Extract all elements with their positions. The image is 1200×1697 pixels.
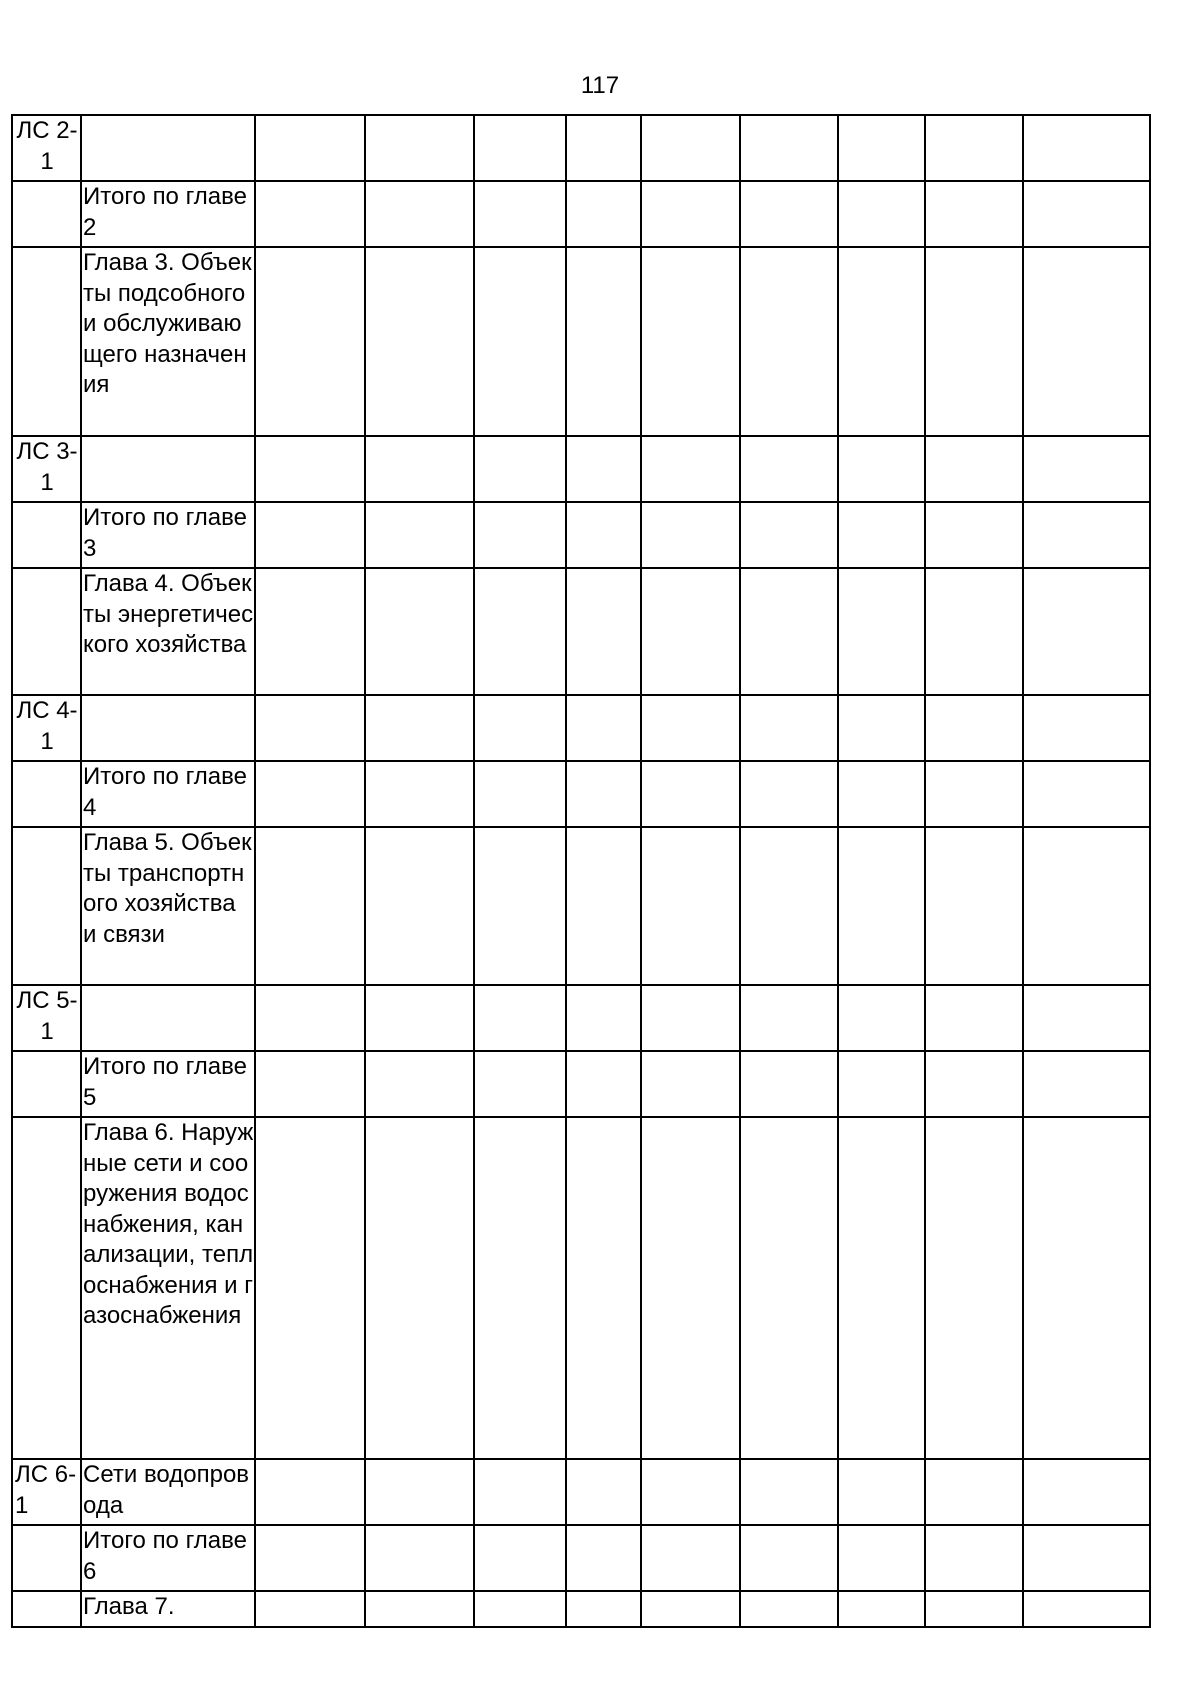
empty-cell <box>255 1525 365 1591</box>
empty-cell <box>474 985 566 1051</box>
empty-cell <box>255 1117 365 1459</box>
estimate-code-cell <box>12 568 81 695</box>
table-row <box>12 1117 1150 1459</box>
empty-cell <box>925 985 1023 1051</box>
empty-cell <box>838 568 925 695</box>
table-row <box>12 1051 1150 1117</box>
empty-cell <box>566 985 641 1051</box>
empty-cell <box>740 1459 838 1525</box>
empty-cell <box>838 1117 925 1459</box>
section-name-cell <box>81 1117 255 1459</box>
empty-cell <box>740 1591 838 1627</box>
empty-cell <box>838 181 925 247</box>
empty-cell <box>474 1591 566 1627</box>
section-name: Итого по главе 2 <box>83 183 247 241</box>
section-name-cell <box>81 1591 255 1627</box>
empty-cell <box>641 1459 740 1525</box>
section-name: Глава 3. Объекты подсобного и обслуживающего назначения <box>83 249 252 398</box>
empty-cell <box>740 1051 838 1117</box>
empty-cell <box>740 761 838 827</box>
estimate-code-cell <box>12 761 81 827</box>
table-row <box>12 827 1150 985</box>
empty-cell <box>566 1525 641 1591</box>
section-name-cell <box>81 1051 255 1117</box>
empty-cell <box>1023 1591 1150 1627</box>
table-row <box>12 1525 1150 1591</box>
empty-cell <box>925 181 1023 247</box>
section-name-cell <box>81 827 255 985</box>
empty-cell <box>740 115 838 181</box>
empty-cell <box>255 761 365 827</box>
empty-cell <box>838 502 925 568</box>
empty-cell <box>255 695 365 761</box>
empty-cell <box>566 1051 641 1117</box>
empty-cell <box>365 436 474 502</box>
empty-cell <box>740 695 838 761</box>
empty-cell <box>641 247 740 436</box>
estimate-code-cell <box>12 1525 81 1591</box>
empty-cell <box>365 695 474 761</box>
empty-cell <box>255 1051 365 1117</box>
empty-cell <box>641 568 740 695</box>
empty-cell <box>255 436 365 502</box>
empty-cell <box>255 985 365 1051</box>
empty-cell <box>1023 695 1150 761</box>
empty-cell <box>925 247 1023 436</box>
empty-cell <box>641 1051 740 1117</box>
section-name-cell <box>81 502 255 568</box>
table-row <box>12 761 1150 827</box>
section-name: Глава 4. Объекты энергетического хозяйства <box>83 570 254 658</box>
section-name-cell <box>81 761 255 827</box>
section-name-cell <box>81 115 255 181</box>
empty-cell <box>365 827 474 985</box>
table-row <box>12 1459 1150 1525</box>
empty-cell <box>1023 502 1150 568</box>
empty-cell <box>740 502 838 568</box>
empty-cell <box>365 1117 474 1459</box>
empty-cell <box>838 247 925 436</box>
empty-cell <box>474 436 566 502</box>
empty-cell <box>255 502 365 568</box>
section-name: Итого по главе 4 <box>83 763 247 821</box>
table-row <box>12 115 1150 181</box>
empty-cell <box>1023 247 1150 436</box>
empty-cell <box>566 761 641 827</box>
empty-cell <box>925 827 1023 985</box>
estimate-code-cell <box>12 502 81 568</box>
section-name-cell <box>81 436 255 502</box>
empty-cell <box>566 181 641 247</box>
empty-cell <box>566 1459 641 1525</box>
empty-cell <box>566 827 641 985</box>
empty-cell <box>365 1525 474 1591</box>
estimate-code-cell <box>12 1591 81 1627</box>
empty-cell <box>641 1591 740 1627</box>
estimate-code: ЛС 6-1 <box>15 1461 77 1519</box>
estimate-code: ЛС 3-1 <box>16 438 78 496</box>
section-name: Итого по главе 5 <box>83 1053 247 1111</box>
estimate-code: ЛС 5-1 <box>16 987 78 1045</box>
empty-cell <box>838 761 925 827</box>
empty-cell <box>1023 181 1150 247</box>
empty-cell <box>740 247 838 436</box>
section-name-cell <box>81 695 255 761</box>
empty-cell <box>1023 1051 1150 1117</box>
section-name-cell <box>81 247 255 436</box>
estimate-code-cell <box>12 1459 81 1525</box>
empty-cell <box>838 985 925 1051</box>
empty-cell <box>641 761 740 827</box>
page-number: 117 <box>580 72 620 99</box>
empty-cell <box>838 827 925 985</box>
empty-cell <box>1023 115 1150 181</box>
empty-cell <box>925 502 1023 568</box>
empty-cell <box>566 695 641 761</box>
empty-cell <box>474 247 566 436</box>
empty-cell <box>740 436 838 502</box>
empty-cell <box>838 695 925 761</box>
empty-cell <box>255 247 365 436</box>
empty-cell <box>641 436 740 502</box>
empty-cell <box>566 115 641 181</box>
empty-cell <box>566 502 641 568</box>
empty-cell <box>641 1525 740 1591</box>
empty-cell <box>474 827 566 985</box>
table-row <box>12 1591 1150 1627</box>
empty-cell <box>838 1591 925 1627</box>
empty-cell <box>255 1459 365 1525</box>
section-name: Глава 6. Наружные сети и сооружения водоснабжения, канализации, теплоснабжения и газоснабжения <box>83 1119 254 1329</box>
empty-cell <box>365 181 474 247</box>
empty-cell <box>925 1525 1023 1591</box>
empty-cell <box>740 1525 838 1591</box>
empty-cell <box>365 115 474 181</box>
empty-cell <box>740 985 838 1051</box>
empty-cell <box>474 502 566 568</box>
empty-cell <box>925 1117 1023 1459</box>
empty-cell <box>641 1117 740 1459</box>
section-name-cell <box>81 985 255 1051</box>
section-name: Итого по главе 3 <box>83 504 247 562</box>
estimate-code-cell <box>12 115 81 181</box>
empty-cell <box>365 568 474 695</box>
empty-cell <box>838 436 925 502</box>
empty-cell <box>255 827 365 985</box>
empty-cell <box>255 568 365 695</box>
estimate-code-cell <box>12 247 81 436</box>
section-name-cell <box>81 181 255 247</box>
empty-cell <box>838 1525 925 1591</box>
empty-cell <box>925 115 1023 181</box>
empty-cell <box>1023 436 1150 502</box>
empty-cell <box>925 1459 1023 1525</box>
empty-cell <box>474 1459 566 1525</box>
empty-cell <box>925 761 1023 827</box>
empty-cell <box>365 1591 474 1627</box>
empty-cell <box>925 1051 1023 1117</box>
empty-cell <box>566 1117 641 1459</box>
estimate-code-cell <box>12 985 81 1051</box>
section-name-cell <box>81 568 255 695</box>
empty-cell <box>566 247 641 436</box>
empty-cell <box>365 985 474 1051</box>
empty-cell <box>255 181 365 247</box>
empty-cell <box>740 827 838 985</box>
empty-cell <box>838 1051 925 1117</box>
empty-cell <box>925 695 1023 761</box>
section-name-cell <box>81 1459 255 1525</box>
empty-cell <box>740 1117 838 1459</box>
section-name: Сети водопровода <box>83 1461 250 1519</box>
empty-cell <box>474 568 566 695</box>
empty-cell <box>1023 1459 1150 1525</box>
estimate-code-cell <box>12 695 81 761</box>
empty-cell <box>255 1591 365 1627</box>
empty-cell <box>641 695 740 761</box>
section-name: Глава 5. Объекты транспортного хозяйства и связи <box>83 829 252 948</box>
empty-cell <box>641 827 740 985</box>
empty-cell <box>641 115 740 181</box>
empty-cell <box>365 1051 474 1117</box>
empty-cell <box>365 502 474 568</box>
estimate-table <box>11 114 1151 1628</box>
empty-cell <box>474 181 566 247</box>
estimate-code: ЛС 4-1 <box>16 697 78 755</box>
section-name: Глава 7. <box>83 1593 175 1620</box>
empty-cell <box>1023 1525 1150 1591</box>
empty-cell <box>365 761 474 827</box>
table-row <box>12 247 1150 436</box>
estimate-code-cell <box>12 1051 81 1117</box>
empty-cell <box>641 181 740 247</box>
table-row <box>12 181 1150 247</box>
estimate-code: ЛС 2-1 <box>16 117 78 175</box>
empty-cell <box>838 1459 925 1525</box>
empty-cell <box>838 115 925 181</box>
empty-cell <box>740 568 838 695</box>
empty-cell <box>925 1591 1023 1627</box>
table-row <box>12 985 1150 1051</box>
empty-cell <box>1023 985 1150 1051</box>
empty-cell <box>566 568 641 695</box>
empty-cell <box>474 1525 566 1591</box>
table-row <box>12 695 1150 761</box>
empty-cell <box>1023 761 1150 827</box>
section-name: Итого по главе 6 <box>83 1527 247 1585</box>
empty-cell <box>641 985 740 1051</box>
table-row <box>12 568 1150 695</box>
empty-cell <box>1023 827 1150 985</box>
estimate-code-cell <box>12 1117 81 1459</box>
empty-cell <box>566 436 641 502</box>
empty-cell <box>474 115 566 181</box>
empty-cell <box>255 115 365 181</box>
empty-cell <box>1023 568 1150 695</box>
empty-cell <box>641 502 740 568</box>
empty-cell <box>365 247 474 436</box>
estimate-code-cell <box>12 181 81 247</box>
section-name-cell <box>81 1525 255 1591</box>
empty-cell <box>740 181 838 247</box>
empty-cell <box>474 1117 566 1459</box>
empty-cell <box>474 695 566 761</box>
empty-cell <box>566 1591 641 1627</box>
table-row <box>12 502 1150 568</box>
empty-cell <box>925 568 1023 695</box>
table-body <box>12 115 1150 1627</box>
empty-cell <box>474 761 566 827</box>
empty-cell <box>925 436 1023 502</box>
estimate-code-cell <box>12 436 81 502</box>
empty-cell <box>474 1051 566 1117</box>
empty-cell <box>1023 1117 1150 1459</box>
table-row <box>12 436 1150 502</box>
estimate-code-cell <box>12 827 81 985</box>
empty-cell <box>365 1459 474 1525</box>
